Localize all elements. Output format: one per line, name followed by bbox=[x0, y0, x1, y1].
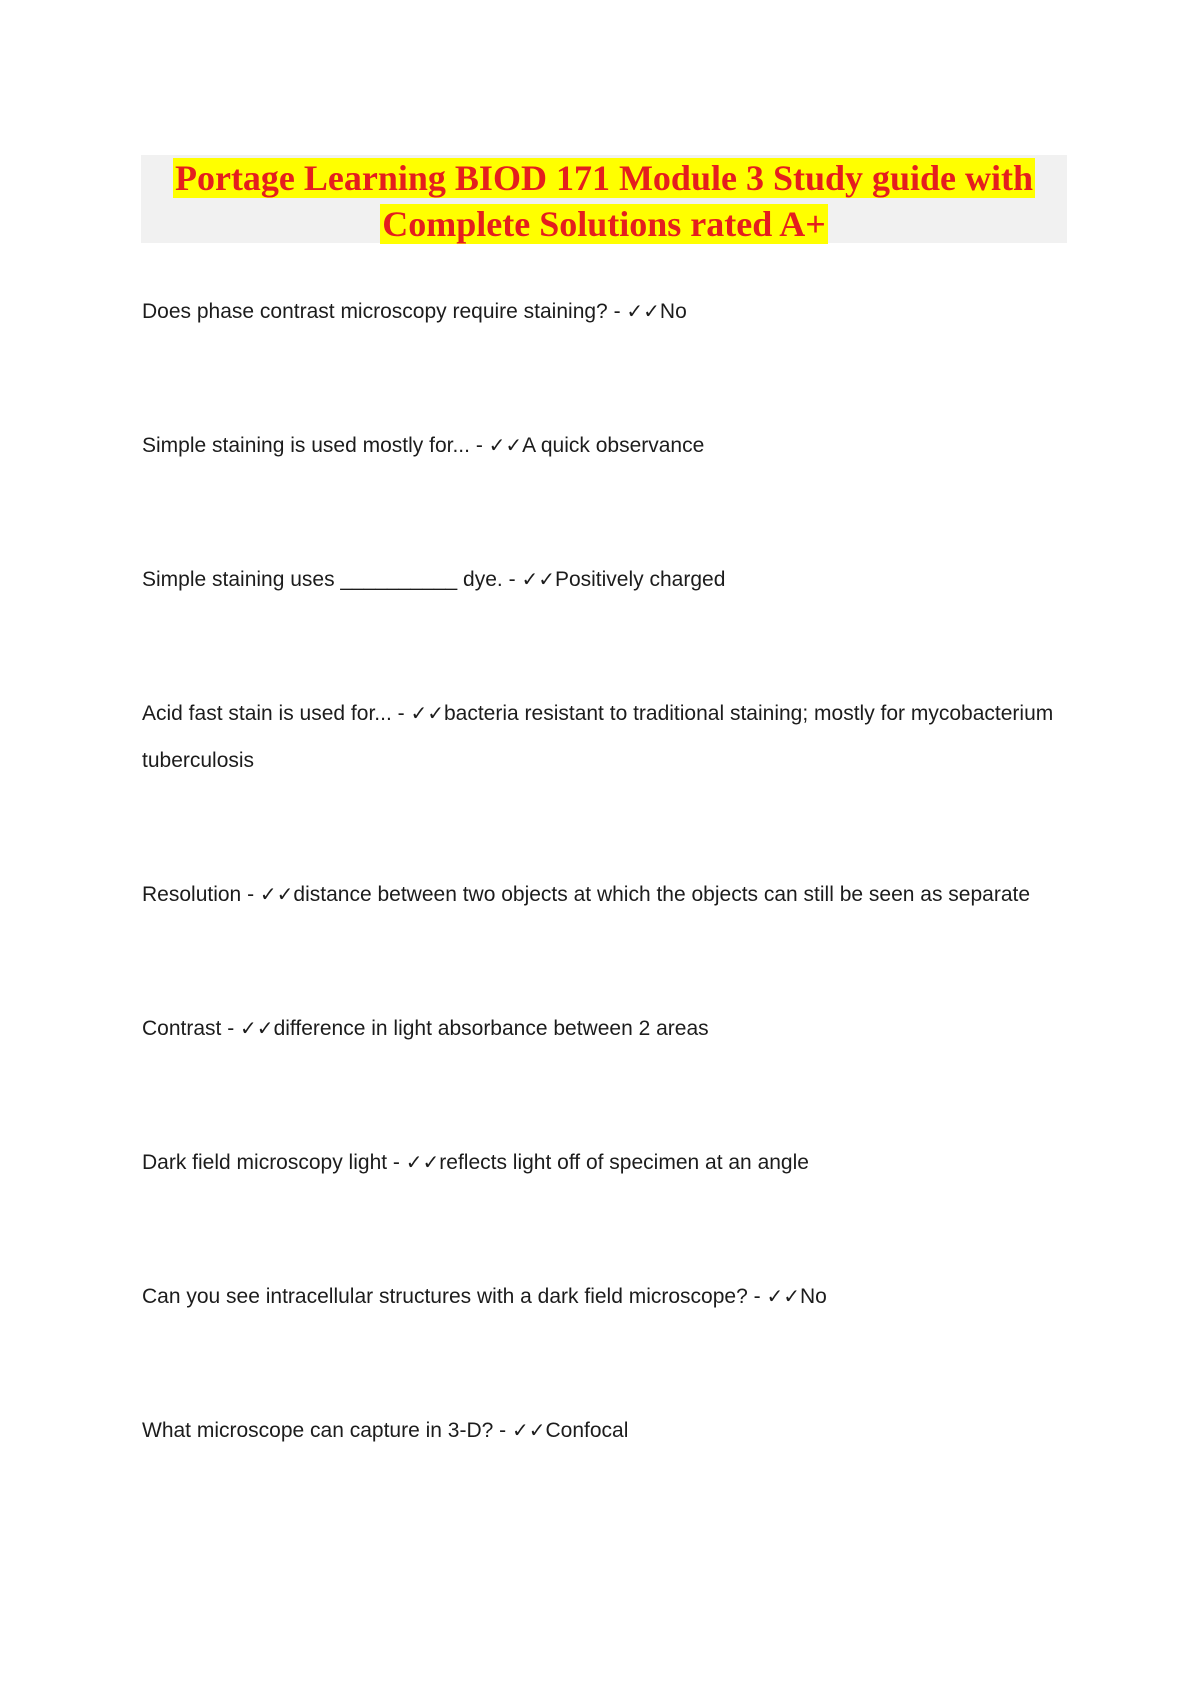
separator: - bbox=[607, 300, 627, 323]
question-text: Can you see intracellular structures with a dark field microscope? bbox=[142, 1285, 748, 1308]
separator: - bbox=[387, 1151, 406, 1174]
answer-text: No bbox=[799, 1285, 827, 1308]
question-text: Does phase contrast microscopy require staining? bbox=[142, 300, 608, 323]
separator: - bbox=[502, 568, 522, 591]
checkmark-icon: ✓✓ bbox=[259, 882, 294, 906]
answer-text: difference in light absorbance between 2 areas bbox=[273, 1017, 709, 1040]
document-title bbox=[141, 155, 1067, 247]
question-text: Contrast bbox=[142, 1017, 222, 1040]
qa-item bbox=[142, 1139, 1082, 1186]
question-text: Simple staining uses __________ dye. bbox=[142, 568, 503, 591]
answer-text: No bbox=[659, 300, 687, 323]
qa-item bbox=[142, 871, 1082, 918]
checkmark-icon: ✓✓ bbox=[488, 433, 523, 457]
question-text: Acid fast stain is used for... bbox=[142, 702, 392, 725]
separator: - bbox=[747, 1285, 767, 1308]
qa-item bbox=[142, 288, 1082, 335]
qa-item bbox=[142, 556, 1082, 603]
question-text: What microscope can capture in 3-D? bbox=[142, 1419, 494, 1442]
qa-item bbox=[142, 1005, 1082, 1052]
title-line-1: Portage Learning BIOD 171 Module 3 Study guide with bbox=[174, 158, 1034, 198]
separator: - bbox=[221, 1017, 241, 1040]
qa-item bbox=[142, 1407, 1082, 1454]
question-text: Resolution bbox=[142, 883, 242, 906]
qa-item bbox=[142, 1273, 1082, 1320]
answer-text: reflects light off of specimen at an angle bbox=[439, 1151, 809, 1174]
qa-item bbox=[142, 422, 1082, 469]
separator: - bbox=[493, 1419, 512, 1442]
title-box bbox=[141, 155, 1067, 243]
checkmark-icon: ✓✓ bbox=[521, 567, 555, 591]
answer-text: bacteria resistant to traditional staining; mostly for mycobacterium tuberculosis bbox=[142, 702, 1054, 772]
checkmark-icon: ✓✓ bbox=[512, 1418, 546, 1442]
answer-text: distance between two objects at which the objects can still be seen as separate bbox=[293, 883, 1031, 906]
answer-text: A quick observance bbox=[522, 434, 705, 457]
separator: - bbox=[241, 883, 260, 906]
answer-text: Confocal bbox=[545, 1419, 629, 1442]
checkmark-icon: ✓✓ bbox=[626, 299, 660, 323]
checkmark-icon: ✓✓ bbox=[240, 1016, 274, 1040]
title-line-2: Complete Solutions rated A+ bbox=[382, 204, 826, 244]
separator: - bbox=[391, 702, 411, 725]
checkmark-icon: ✓✓ bbox=[410, 701, 444, 725]
answer-text: Positively charged bbox=[554, 568, 726, 591]
checkmark-icon: ✓✓ bbox=[766, 1284, 800, 1308]
question-text: Simple staining is used mostly for... bbox=[142, 434, 470, 457]
qa-item bbox=[142, 690, 1082, 784]
separator: - bbox=[469, 434, 489, 457]
question-text: Dark field microscopy light bbox=[142, 1151, 388, 1174]
checkmark-icon: ✓✓ bbox=[405, 1150, 440, 1174]
